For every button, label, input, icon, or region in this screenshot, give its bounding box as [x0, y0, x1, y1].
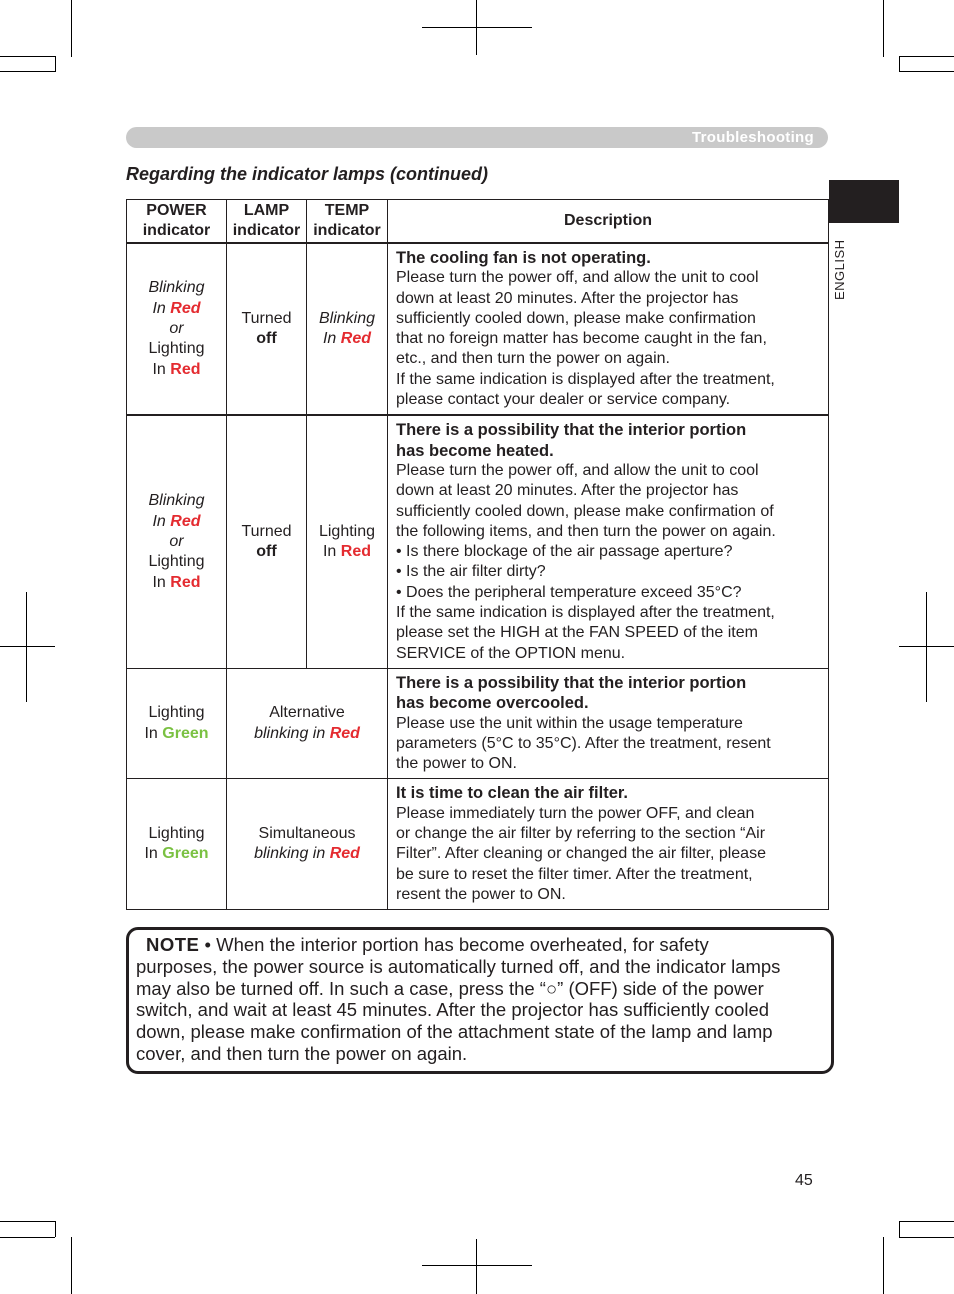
- note-label: NOTE: [146, 934, 200, 955]
- crop-mark: [476, 1239, 477, 1294]
- crop-mark: [0, 71, 55, 72]
- section-header-bar: [126, 127, 828, 148]
- crop-mark: [0, 646, 55, 647]
- crop-mark: [55, 1221, 56, 1237]
- lamp-cell: Turned off: [227, 415, 307, 668]
- power-cell: Lighting In Green: [127, 779, 227, 910]
- crop-mark: [899, 1237, 954, 1238]
- note-text-line: purposes, the power source is automatically turned off, and the indicator lamps: [136, 955, 781, 977]
- note-text-line: switch, and wait at least 45 minutes. After the projector has sufficiently cooled: [136, 999, 770, 1021]
- crop-mark: [899, 646, 954, 647]
- note-text-line: cover, and then turn the power on again.: [136, 1042, 468, 1064]
- crop-mark: [422, 27, 532, 28]
- crop-mark: [0, 1237, 55, 1238]
- table-row: [127, 243, 829, 415]
- table-row: [127, 415, 829, 668]
- note-box: [126, 927, 834, 1074]
- table-header-row: [127, 200, 829, 244]
- note-text-line: may also be turned off. In such a case, press the “○” (OFF) side of the power: [136, 977, 764, 999]
- temp-cell: Lighting In Red: [307, 415, 388, 668]
- crop-mark: [899, 56, 954, 57]
- power-cell: Lighting In Green: [127, 668, 227, 778]
- language-label: ENGLISH: [832, 239, 847, 300]
- crop-mark: [883, 1237, 884, 1294]
- description-cell: There is a possibility that the interior portion has become heated. Please turn the power off, and allow the unit to cool down at least 20 minutes. After the projector has sufficiently cooled down, please make confirmation of the following items, and then turn the power on again. • Is there blockage of the air passage aperture? • Is the air filter dirty? • Does the peripheral temperature exceed 35°C? If the same indication is displayed after the treatment, please set the HIGH at the FAN SPEED of the item SERVICE of the OPTION menu.: [388, 415, 829, 668]
- language-tab: [829, 180, 899, 223]
- crop-mark: [899, 56, 900, 72]
- lamp-cell: Turned off: [227, 243, 307, 415]
- power-cell: Blinking In Red or Lighting In Red: [127, 415, 227, 668]
- crop-mark: [926, 592, 927, 702]
- lamp-temp-cell: Alternative blinking in Red: [227, 668, 388, 778]
- header-temp: TEMP indicator: [307, 200, 388, 244]
- crop-mark: [26, 592, 27, 702]
- crop-mark: [55, 56, 56, 72]
- crop-mark: [0, 1221, 55, 1222]
- page-number: 45: [795, 1172, 813, 1189]
- description-cell: There is a possibility that the interior portion has become overcooled. Please use the unit within the usage temperature parameters (5°C to 35°C). After the treatment, resent the power to ON.: [388, 668, 829, 778]
- crop-mark: [71, 1237, 72, 1294]
- crop-mark: [899, 1221, 900, 1237]
- note-text-line: down, please make confirmation of the attachment state of the lamp and lamp: [136, 1021, 773, 1043]
- header-lamp: LAMP indicator: [227, 200, 307, 244]
- page-heading: Regarding the indicator lamps (continued): [126, 164, 489, 184]
- crop-mark: [422, 1265, 532, 1266]
- lamp-temp-cell: Simultaneous blinking in Red: [227, 779, 388, 910]
- crop-mark: [899, 1221, 954, 1222]
- crop-mark: [899, 71, 954, 72]
- crop-mark: [0, 56, 55, 57]
- temp-cell: Blinking In Red: [307, 243, 388, 415]
- note-text-line: • When the interior portion has become overheated, for safety: [199, 934, 709, 955]
- crop-mark: [883, 0, 884, 57]
- header-power: POWER indicator: [127, 200, 227, 244]
- indicator-table: [126, 199, 829, 910]
- table-row: [127, 668, 829, 778]
- section-title: Troubleshooting: [692, 129, 814, 146]
- crop-mark: [71, 0, 72, 57]
- description-cell: It is time to clean the air filter. Please immediately turn the power OFF, and clean or change the air filter by referring to the section “Air Filter”. After cleaning or changed the air filter, please be sure to reset the filter timer. After the treatment, resent the power to ON.: [388, 779, 829, 910]
- table-row: [127, 779, 829, 910]
- header-description: Description: [388, 200, 829, 244]
- power-cell: Blinking In Red or Lighting In Red: [127, 243, 227, 415]
- description-cell: The cooling fan is not operating. Please turn the power off, and allow the unit to cool down at least 20 minutes. After the projector has sufficiently cooled down, please make confirmation that no foreign matter has become caught in the fan, etc., and then turn the power on again. If the same indication is displayed after the treatment, please contact your dealer or service company.: [388, 243, 829, 415]
